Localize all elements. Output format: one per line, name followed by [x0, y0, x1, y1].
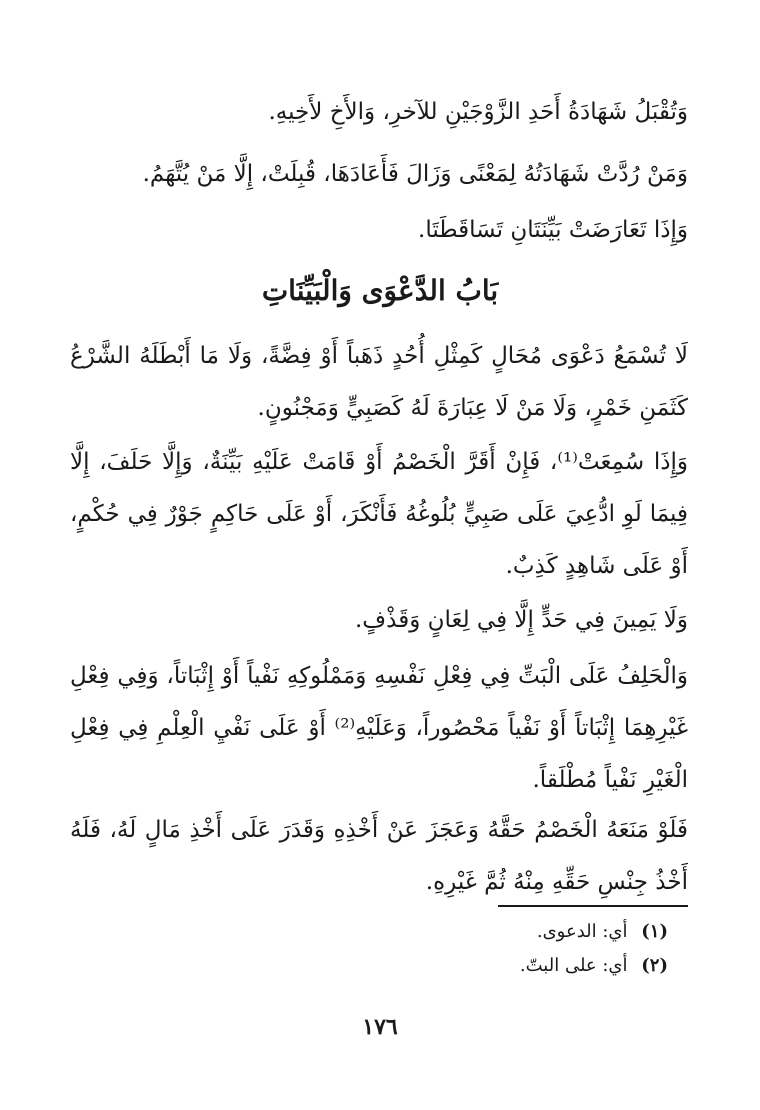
footnote-1-number: (١)	[641, 921, 668, 942]
paragraph-oath-certainty: وَالْحَلِفُ عَلَى الْبَتِّ فِي فِعْلِ نَفْسِهِ وَمَمْلُوكِهِ نَفْياً أَوْ إِثْبَاتاً، وَفِي فِعْلِ غَيْرِهِمَا إِثْبَاتاً أَوْ نَفْياً مَحْصُوراً، وَعَلَيْهِ⁽²⁾ أَوْ عَلَى نَفْيِ الْعِلْمِ فِي فِعْلِ الْغَيْرِ نَفْياً مُطْلَقاً.	[70, 663, 688, 793]
paragraph-heard-claims: وَإِذَا سُمِعَتْ⁽¹⁾، فَإِنْ أَقَرَّ الْخَصْمُ أَوْ قَامَتْ عَلَيْهِ بَيِّنَةٌ، وَإِلَّا حَلَفَ، إِلَّا فِيمَا لَوِ ادُّعِيَ عَلَى صَبِيٍّ بُلُوغُهُ فَأَنْكَرَ، أَوْ عَلَى حَاكِمٍ جَوْرٌ فِي حُكْمٍ، أَوْ عَلَى شَاهِدٍ كَذِبٌ.	[70, 449, 688, 579]
footnote-divider	[498, 905, 688, 907]
page-number: ١٧٦	[362, 1014, 398, 1040]
paragraph-testimony-spouses: وَتُقْبَلُ شَهَادَةُ أَحَدِ الزَّوْجَيْنِ للآخرِ، وَالأَخِ لأَخِيهِ.	[268, 99, 688, 125]
footnote-2	[520, 952, 668, 980]
footnote-1	[537, 918, 668, 946]
paragraph-unheard-claims: لَا تُسْمَعُ دَعْوَى مُحَالٍ كَمِثْلِ أُحُدٍ ذَهَباً أَوْ فِضَّةً، وَلَا مَا أَبْطَلَهُ الشَّرْعُ كَثَمَنِ خَمْرٍ، وَلَا مَنْ لَا عِبَارَةَ لَهُ كَصَبِيٍّ وَمَجْنُونٍ.	[70, 343, 688, 421]
footnote-2-number: (٢)	[641, 955, 668, 976]
chapter-heading: بَابُ الدَّعْوَى وَالْبَيِّنَاتِ	[261, 274, 499, 307]
footnote-1-text: أي: الدعوى.	[536, 921, 628, 942]
paragraph-conflicting-evidence: وَإِذَا تَعَارَضَتْ بَيِّنَتَانِ تَسَاقَطَتَا.	[418, 217, 688, 243]
paragraph-rejected-testimony: وَمَنْ رُدَّتْ شَهَادَتُهُ لِمَعْنًى وَزَالَ فَأَعَادَهَا، قُبِلَتْ، إِلَّا مَنْ يُتَّهَمُ.	[142, 161, 688, 187]
paragraph-withheld-right: فَلَوْ مَنَعَهُ الْخَصْمُ حَقَّهُ وَعَجَزَ عَنْ أَخْذِهِ وَقَدَرَ عَلَى أَخْذِ مَالٍ لَهُ، فَلَهُ أَخْذُ جِنْسِ حَقِّهِ مِنْهُ ثُمَّ غَيْرِهِ.	[70, 817, 688, 895]
paragraph-no-oath: وَلَا يَمِينَ فِي حَدٍّ إِلَّا فِي لِعَانٍ وَقَذْفٍ.	[354, 607, 688, 633]
footnote-2-text: أي: على البتّ.	[519, 955, 628, 976]
